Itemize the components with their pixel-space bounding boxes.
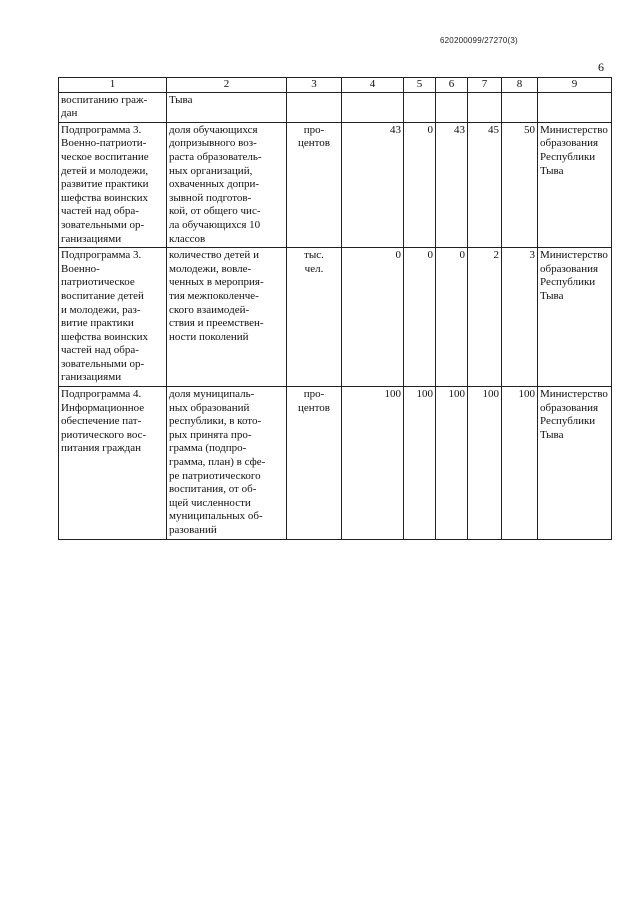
value-cell: 50 <box>502 122 538 247</box>
indicator-cell: доля муниципаль- ных образований республики, в кото- рых принята про- грамма (подпро- грамма, план) в сфе- ре патриотического воспитания, от об- щей численности муниципальных об- разований <box>167 387 287 540</box>
executor-cell: Министерство образования Республики Тыва <box>538 387 612 540</box>
header-row <box>59 78 612 93</box>
value-cell: 100 <box>342 387 404 540</box>
header-cell: 9 <box>538 78 612 93</box>
table-row <box>59 387 612 540</box>
document-id: 620200099/27270(3) <box>440 36 518 45</box>
unit-cell: про- центов <box>287 122 342 247</box>
value-cell: 45 <box>468 122 502 247</box>
table-row <box>59 122 612 247</box>
header-cell: 3 <box>287 78 342 93</box>
value-cell <box>342 92 404 122</box>
value-cell: 0 <box>342 248 404 387</box>
program-cell: Подпрограмма 4. Информационное обеспечение пат- риотического вос- питания граждан <box>59 387 167 540</box>
header-cell: 6 <box>436 78 468 93</box>
header-cell: 1 <box>59 78 167 93</box>
value-cell <box>468 92 502 122</box>
value-cell <box>404 92 436 122</box>
value-cell: 0 <box>404 122 436 247</box>
program-cell: воспитанию граж- дан <box>59 92 167 122</box>
table-row <box>59 248 612 387</box>
unit-cell: тыс. чел. <box>287 248 342 387</box>
header-cell: 5 <box>404 78 436 93</box>
executor-cell <box>538 92 612 122</box>
value-cell: 43 <box>342 122 404 247</box>
unit-cell <box>287 92 342 122</box>
indicator-cell: количество детей и молодежи, вовле- ченных в мероприя- тия межпоколенче- ского взаимодей- ствия и преемствен- ности поколений <box>167 248 287 387</box>
program-cell: Подпрограмма 3. Военно- патриотическое воспитание детей и молодежи, раз- витие практики шефства воинских частей над обра- зовательными ор- ганизациями <box>59 248 167 387</box>
value-cell: 0 <box>436 248 468 387</box>
value-cell <box>436 92 468 122</box>
header-cell: 4 <box>342 78 404 93</box>
indicators-table <box>58 77 612 540</box>
value-cell: 100 <box>404 387 436 540</box>
value-cell: 0 <box>404 248 436 387</box>
indicator-cell: Тыва <box>167 92 287 122</box>
value-cell: 100 <box>436 387 468 540</box>
header-cell: 2 <box>167 78 287 93</box>
value-cell: 100 <box>468 387 502 540</box>
value-cell: 43 <box>436 122 468 247</box>
header-cell: 8 <box>502 78 538 93</box>
value-cell: 2 <box>468 248 502 387</box>
table-row <box>59 92 612 122</box>
unit-cell: про- центов <box>287 387 342 540</box>
value-cell: 100 <box>502 387 538 540</box>
indicator-cell: доля обучающихся допризывного воз- раста образователь- ных организаций, охваченных допри- зывной подготов- кой, от общего чис- ла обучающихся 10 классов <box>167 122 287 247</box>
page-number: 6 <box>598 60 604 74</box>
value-cell <box>502 92 538 122</box>
header-cell: 7 <box>468 78 502 93</box>
executor-cell: Министерство образования Республики Тыва <box>538 248 612 387</box>
program-cell: Подпрограмма 3. Военно-патриоти- ческое воспитание детей и молодежи, развитие практики шефства воинских частей над обра- зовательными ор- ганизациями <box>59 122 167 247</box>
value-cell: 3 <box>502 248 538 387</box>
executor-cell: Министерство образования Республики Тыва <box>538 122 612 247</box>
